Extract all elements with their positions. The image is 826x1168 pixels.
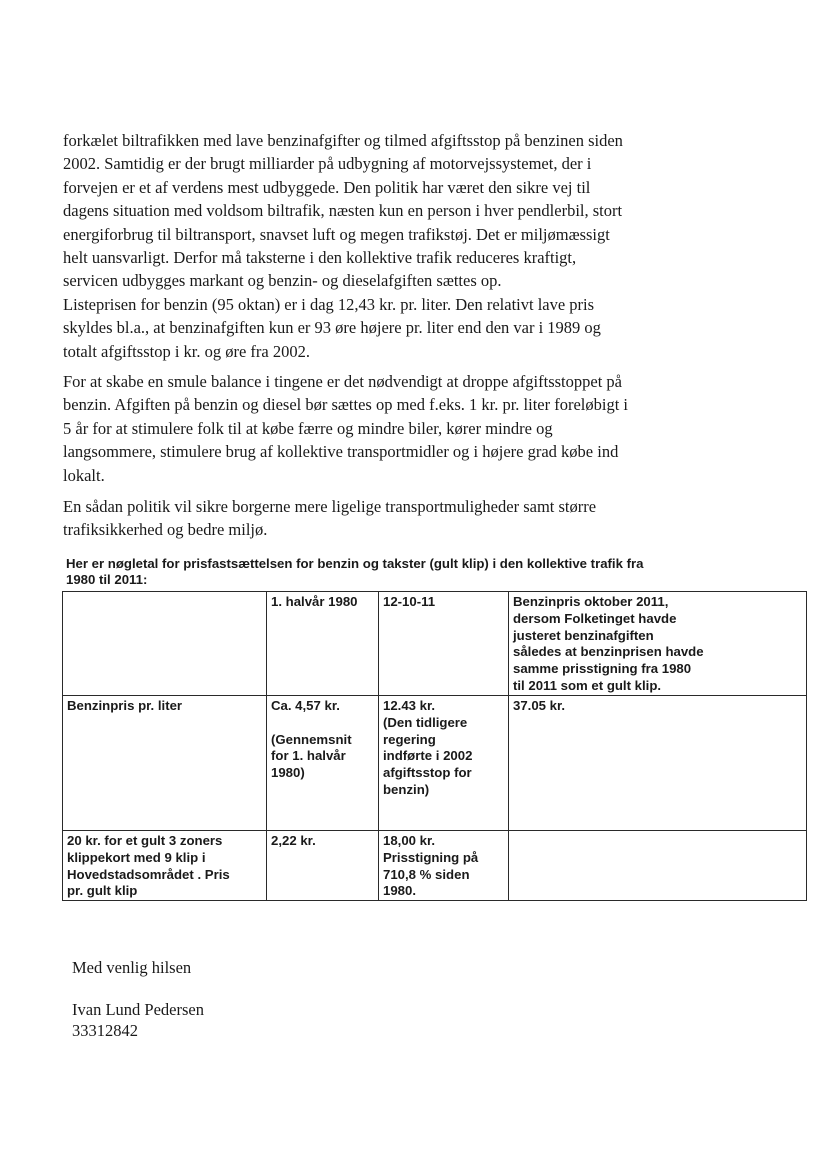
table-heading	[66, 556, 816, 588]
signer-phone: 33312842	[72, 1021, 138, 1040]
text-line: En sådan politik vil sikre borgerne mere ligelige transportmuligheder samt større	[63, 497, 597, 516]
text-line	[271, 715, 374, 732]
text-line: afgiftsstop for	[383, 765, 472, 781]
text-line: langsommere, stimulere brug af kollektive transportmidler og i højere grad købe ind	[63, 442, 619, 462]
body-paragraph	[63, 370, 763, 487]
signoff	[72, 957, 204, 1041]
text-line: totalt afgiftsstop i kr. og øre fra 2002.	[63, 341, 310, 361]
text-line: således at benzinprisen havde	[513, 644, 704, 660]
signer-name: Ivan Lund Pedersen	[72, 1000, 204, 1019]
text-line: 12.43 kr.	[383, 698, 436, 713]
table-header-row	[63, 592, 807, 696]
text-line: indførte i 2002	[383, 748, 473, 764]
text-line: Prisstigning på	[383, 849, 479, 865]
closing-greeting: Med venlig hilsen	[72, 958, 192, 977]
text-line: 1980)	[271, 765, 305, 781]
body-paragraph	[63, 495, 763, 542]
text-line: Hovedstadsområdet . Pris	[67, 866, 230, 882]
text-line: lokalt.	[63, 465, 105, 485]
table-cell	[267, 696, 379, 831]
text-line: 18,00 kr.	[383, 833, 436, 848]
text-line: Benzinpris oktober 2011,	[513, 594, 669, 609]
text-line: 20 kr. for et gult 3 zoners	[67, 833, 223, 848]
text-line: dagens situation med voldsom biltrafik, næsten kun en person i hver pendlerbil, stort	[63, 201, 623, 221]
text-line: regering	[383, 731, 436, 747]
text-line: benzin. Afgiften på benzin og diesel bør sættes op med f.eks. 1 kr. pr. liter foreløbigt i	[63, 395, 629, 415]
text-line: til 2011 som et gult klip.	[513, 677, 662, 693]
table-header-date-2011	[379, 592, 509, 696]
table-header-period-1980	[267, 592, 379, 696]
text-line: 1. halvår 1980	[271, 594, 358, 609]
text-line: 5 år for at stimulere folk til at købe færre og mindre biler, kører mindre og	[63, 418, 553, 438]
text-line: (Gennemsnit	[271, 731, 352, 747]
table-row	[63, 696, 807, 831]
text-line: klippekort med 9 klip i	[67, 849, 206, 865]
text-line: Ca. 4,57 kr.	[271, 698, 340, 713]
text-line: For at skabe en smule balance i tingene er det nødvendigt at droppe afgiftsstoppet på	[63, 372, 622, 391]
table-cell	[379, 696, 509, 831]
row-label	[63, 831, 267, 901]
price-table	[62, 591, 807, 901]
text-line: forkælet biltrafikken med lave benzinafgifter og tilmed afgiftsstop på benzinen siden	[63, 131, 623, 150]
body-paragraph	[63, 129, 763, 363]
text-line: justeret benzinafgiften	[513, 627, 654, 643]
text-line: 2002. Samtidig er der brugt milliarder på udbygning af motorvejssystemet, der i	[63, 154, 592, 174]
text-line: 1980.	[383, 883, 417, 899]
text-line: 2,22 kr.	[271, 833, 316, 848]
text-line: samme prisstigning fra 1980	[513, 661, 692, 677]
row-label	[63, 696, 267, 831]
table-cell-blank	[63, 592, 267, 696]
text-line: Listeprisen for benzin (95 oktan) er i dag 12,43 kr. pr. liter. Den relativt lave pris	[63, 294, 595, 314]
text-line: (Den tidligere	[383, 714, 468, 730]
table-cell	[509, 696, 807, 831]
table-cell	[267, 831, 379, 901]
text-line: forvejen er et af verdens mest udbyggede. Den politik har været den sikre vej til	[63, 177, 591, 197]
text-line: 37.05 kr.	[513, 698, 566, 713]
text-line: Her er nøgletal for prisfastsættelsen for benzin og takster (gult klip) i den kollektive trafik fra	[66, 556, 644, 571]
text-line: trafiksikkerhed og bedre miljø.	[63, 520, 268, 540]
text-line: Benzinpris pr. liter	[67, 698, 183, 713]
table-header-adjusted-price	[509, 592, 807, 696]
text-line: helt uansvarligt. Derfor må taksterne i den kollektive trafik reduceres kraftigt,	[63, 248, 577, 268]
text-line: benzin)	[383, 781, 430, 797]
text-line: energiforbrug til biltransport, snavset luft og megen trafikstøj. Det er miljømæssigt	[63, 224, 610, 244]
table-row	[63, 831, 807, 901]
text-line: pr. gult klip	[67, 883, 138, 899]
text-line: 710,8 % siden	[383, 866, 470, 882]
text-line: 12-10-11	[383, 594, 436, 609]
text-line: 1980 til 2011:	[66, 572, 148, 587]
text-line: for 1. halvår	[271, 748, 346, 764]
text-line: servicen udbygges markant og benzin- og dieselafgiften sættes op.	[63, 271, 502, 291]
table-cell	[379, 831, 509, 901]
table-cell	[509, 831, 807, 901]
text-line: skyldes bl.a., at benzinafgiften kun er 93 øre højere pr. liter end den var i 1989 og	[63, 318, 601, 338]
text-line: dersom Folketinget havde	[513, 610, 677, 626]
